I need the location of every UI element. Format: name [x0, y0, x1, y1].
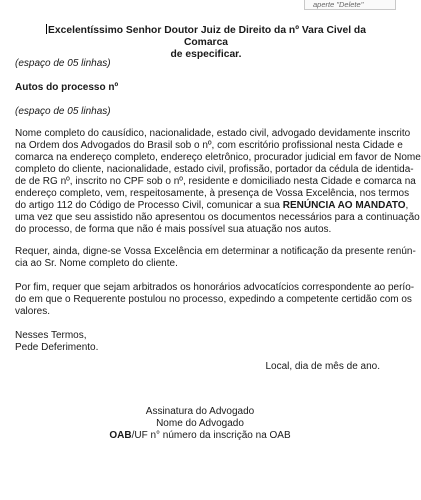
title-line-2: de especificar. [170, 49, 242, 60]
paragraph-line: Nome completo do causídico, nacionalidade, estado civil, advogado devidamente inscrito [15, 128, 411, 139]
renuncia-bold-term: RENÚNCIA AO MANDATO [282, 200, 406, 211]
paragraph-request [15, 246, 416, 270]
delete-hint-box: aperte "Delete" [304, 0, 396, 10]
paragraph-fees [15, 282, 415, 318]
spacer-note-1: (espaço de 05 linhas) [15, 58, 111, 69]
paragraph-line: do em que o Requerente postulou no processo, expedindo a competente certidão com os [15, 294, 412, 305]
paragraph-text: do artigo 112 do Código de Processo Civil, comunicar a sua [15, 200, 283, 211]
signature-line: Assinatura do Advogado [145, 406, 255, 417]
process-number-heading: Autos do processo nº [15, 82, 119, 93]
paragraph-line: Requer, ainda, digne-se Vossa Excelência em determinar a notificação da presente renún- [15, 246, 416, 257]
paragraph-line: comarca na endereço completo, endereço eletrônico, procurador judicial em favor de Nome [15, 152, 421, 163]
title-line-1: Excelentíssimo Senhor Doutor Juiz de Direito da nº Vara Civel da Comarca [48, 25, 366, 48]
document-title [36, 24, 376, 61]
spacer-note-2: (espaço de 05 linhas) [15, 106, 111, 117]
place-date: Local, dia de mês de ano. [265, 361, 380, 372]
paragraph-line: na Ordem dos Advogados do Brasil sob o nº, com escritório profissional nesta Cidade e [15, 140, 403, 151]
paragraph-line: completo do cliente, nacionalidade, estado civil, profissão, portador da cédula de identida- [15, 164, 414, 175]
closing-line-2: Pede Deferimento. [15, 342, 99, 353]
paragraph-line: Por fim, requer que sejam arbitrados os honorários advocatícios correspondente ao perío- [15, 282, 415, 293]
oab-label: OAB [109, 430, 132, 441]
closing-terms [15, 330, 98, 354]
paragraph-line: cia ao Sr. Nome completo do cliente. [15, 258, 178, 269]
paragraph-line: do processo, de forma que não é mais possível sua atuação nos autos. [15, 224, 332, 235]
oab-number-text: /UF n° número da inscrição na OAB [131, 430, 291, 441]
signature-block [0, 406, 400, 442]
paragraph-comma: , [405, 200, 409, 211]
lawyer-name: Nome do Advogado [156, 418, 244, 429]
paragraph-line: de de RG nº, inscrito no CPF sob o nº, residente e domiciliado nesta Cidade e comarca na [15, 176, 416, 187]
paragraph-line: uma vez que seu assistido não apresentou os documentos necessários para a continuação [15, 212, 420, 223]
paragraph-line: valores. [15, 306, 51, 317]
paragraph-line: endereço completo, vem, respeitosamente, à presença de Vossa Excelência, nos termos [15, 188, 410, 199]
text-cursor [46, 24, 47, 34]
paragraph-main [15, 128, 421, 236]
oab-registration [109, 430, 290, 441]
closing-line-1: Nesses Termos, [15, 330, 87, 341]
paragraph-line-with-bold [15, 200, 409, 212]
